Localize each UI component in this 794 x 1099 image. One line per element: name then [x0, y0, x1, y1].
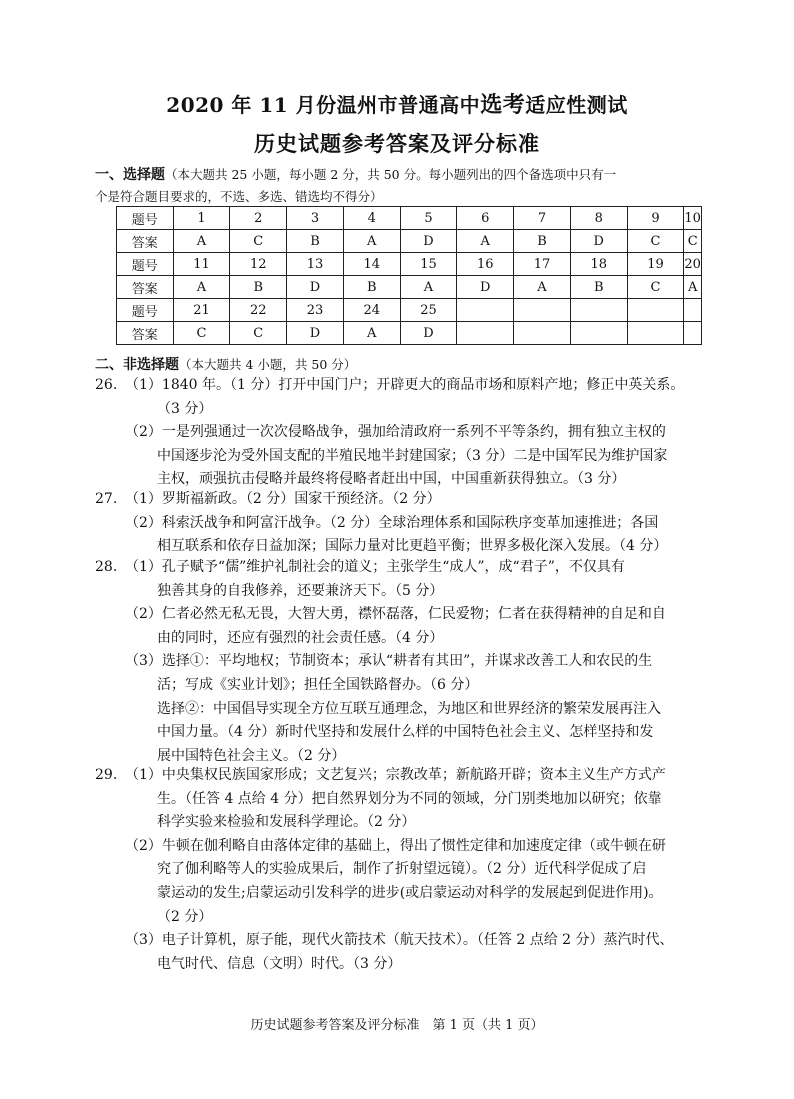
- answer-text: （3）电子计算机，原子能，现代火箭技术（航天技术）。（任答 2 点给 2 分）蒸汽时代、: [125, 932, 674, 949]
- question-number-cell: 6: [457, 207, 514, 230]
- answer-text: 活；写成《实业计划》；担任全国铁路督办。（6 分）: [157, 676, 479, 693]
- question-number-cell: 10: [684, 207, 702, 230]
- section-2-note: （本大题共 4 小题，共 50 分）: [179, 357, 357, 372]
- answer-text: （3）选择①：平均地权；节制资本；承认“耕者有其田”，并谋求改善工人和农民的生: [125, 653, 653, 670]
- answer-cell: D: [570, 230, 627, 253]
- answer-text: 由的同时，还应有强烈的社会责任感。（4 分）: [157, 629, 444, 646]
- answer-cell: [684, 322, 702, 345]
- question-number-cell: 19: [627, 253, 684, 276]
- question-number-cell: [627, 299, 684, 322]
- row-label-cell: 题号: [117, 299, 174, 322]
- answer-text: （3 分）: [157, 400, 213, 417]
- question-number-cell: 15: [400, 253, 457, 276]
- answer-cell: C: [173, 322, 230, 345]
- answer-cell: [570, 322, 627, 345]
- question-number-cell: 20: [684, 253, 702, 276]
- answer-text: 中国力量。（4 分）新时代坚持和发展什么样的中国特色社会主义、怎样坚持和发: [157, 724, 654, 741]
- answer-text: （2）仁者必然无私无畏，大智大勇，襟怀磊落，仁民爱物；仁者在获得精神的自足和自: [125, 606, 666, 623]
- answer-cell: B: [287, 230, 344, 253]
- section-1-label: 一、选择题: [95, 167, 165, 183]
- answer-text: （1）中央集权民族国家形成；文艺复兴；宗教改革；新航路开辟；资本主义生产方式产: [125, 767, 666, 783]
- question-number-cell: 9: [627, 207, 684, 230]
- question-number-cell: 13: [287, 253, 344, 276]
- answer-text: （1）1840 年。（1 分）打开中国门户；开辟更大的商品市场和原料产地；修正中英关系。: [125, 377, 685, 393]
- section-2-heading: [95, 354, 715, 376]
- question-number-cell: 23: [287, 299, 344, 322]
- answer-text: 中国逐步沦为受外国支配的半殖民地半封建国家；（3 分）二是中国军民为维护国家: [157, 447, 668, 464]
- answer-text: 相互联系和依存日益加深；国际力量对比更趋平衡；世界多极化深入发展。（4 分）: [157, 538, 668, 555]
- answer-cell: C: [230, 322, 287, 345]
- multiple-choice-answer-table: [116, 206, 702, 345]
- exam-title-emphasis: 选考: [480, 93, 526, 118]
- answer-text: （2）科索沃战争和阿富汗战争。（2 分）全球治理体系和国际秩序变革加速推进；各国: [125, 514, 659, 531]
- answer-text: （2 分）: [157, 908, 213, 925]
- answer-text: 选择②：中国倡导实现全方位互联互通理念，为地区和世界经济的繁荣发展再注入: [157, 700, 661, 717]
- question-number-cell: 1: [173, 207, 230, 230]
- document-subtitle: 历史试题参考答案及评分标准: [254, 131, 540, 156]
- question-number-cell: 14: [343, 253, 400, 276]
- section-2-label: 二、非选择题: [95, 357, 179, 373]
- answer-cell: [514, 322, 571, 345]
- question-number-cell: [457, 299, 514, 322]
- answer-cell: B: [514, 230, 571, 253]
- question-number: 28.: [95, 559, 118, 575]
- exam-title-suffix: 适应性测试: [525, 93, 628, 117]
- question-number: 27.: [95, 491, 118, 507]
- answer-table-body: [117, 207, 702, 345]
- question-number-cell: 2: [230, 207, 287, 230]
- answer-text: 电气时代、信息（文明）时代。（3 分）: [157, 955, 402, 972]
- answer-cell: B: [570, 276, 627, 299]
- question-number-cell: 16: [457, 253, 514, 276]
- question-number: 26.: [95, 377, 118, 393]
- answer-text: 科学实验来检验和发展科学理论。（2 分）: [157, 814, 416, 831]
- question-number-row: [117, 253, 702, 276]
- answer-cell: [627, 322, 684, 345]
- question-number-cell: 18: [570, 253, 627, 276]
- question-26: [95, 374, 705, 492]
- answer-cell: A: [400, 276, 457, 299]
- question-number-cell: 7: [514, 207, 571, 230]
- question-number-cell: 25: [400, 299, 457, 322]
- exam-title-prefix: 2020 年 11 月份温州市普通高中: [166, 93, 481, 117]
- answer-cell: A: [457, 230, 514, 253]
- answer-cell: D: [457, 276, 514, 299]
- answer-cell: A: [173, 276, 230, 299]
- answer-cell: D: [400, 322, 457, 345]
- row-label-cell: 答案: [117, 276, 174, 299]
- answer-text: 展中国特色社会主义。（2 分）: [157, 747, 346, 764]
- row-label-cell: 答案: [117, 230, 174, 253]
- answer-text: 究了伽利略等人的实验成果后，制作了折射望远镜）。（2 分）近代科学促成了启: [157, 861, 647, 878]
- answer-cell: [457, 322, 514, 345]
- section-1-heading: [95, 164, 715, 208]
- question-number: 29.: [95, 767, 118, 783]
- question-number-cell: 4: [343, 207, 400, 230]
- page-footer: 历史试题参考答案及评分标准 第 1 页（共 1 页）: [250, 1018, 544, 1033]
- answer-text: 蒙运动的发生;启蒙运动引发科学的进步(或启蒙运动对科学的发展起到促进作用)。: [157, 884, 663, 901]
- answer-text: 独善其身的自我修养，还要兼济天下。（5 分）: [157, 582, 444, 599]
- row-label-cell: 题号: [117, 207, 174, 230]
- question-number-cell: 17: [514, 253, 571, 276]
- answer-text: （1）孔子赋予“儒”维护礼制社会的道义；主张学生“成人”，成“君子”，不仅具有: [125, 559, 625, 575]
- answer-cell: A: [343, 230, 400, 253]
- question-number-row: [117, 207, 702, 230]
- answer-row: [117, 276, 702, 299]
- question-number-cell: 22: [230, 299, 287, 322]
- answer-cell: C: [627, 230, 684, 253]
- answer-cell: C: [627, 276, 684, 299]
- question-28: [95, 556, 705, 768]
- answer-cell: C: [684, 230, 702, 253]
- question-number-cell: [684, 299, 702, 322]
- question-number-cell: [514, 299, 571, 322]
- question-27: [95, 488, 705, 559]
- answer-cell: D: [287, 276, 344, 299]
- row-label-cell: 题号: [117, 253, 174, 276]
- answer-cell: B: [343, 276, 400, 299]
- section-1-note-line2: 个是符合题目要求的，不选、多选、错选均不得分）: [95, 189, 383, 204]
- answer-text: 主权，顽强抗击侵略并最终将侵略者赶出中国，中国重新获得独立。（3 分）: [157, 471, 626, 488]
- section-1-note-line1: （本大题共 25 小题，每小题 2 分，共 50 分。每小题列出的四个备选项中只有一: [165, 167, 617, 182]
- answer-text: （2）一是列强通过一次次侵略战争，强加给清政府一系列不平等条约，拥有独立主权的: [125, 424, 666, 441]
- question-number-cell: 8: [570, 207, 627, 230]
- answer-cell: C: [230, 230, 287, 253]
- answer-cell: B: [230, 276, 287, 299]
- answer-cell: D: [400, 230, 457, 253]
- answer-row: [117, 322, 702, 345]
- answer-text: 生。（任答 4 点给 4 分）把自然界划分为不同的领域，分门别类地加以研究；依靠: [157, 790, 662, 807]
- answer-text: （2）牛顿在伽利略自由落体定律的基础上，得出了惯性定律和加速度定律（或牛顿在研: [125, 837, 666, 854]
- exam-title: [0, 88, 794, 119]
- question-number-cell: 21: [173, 299, 230, 322]
- answer-row: [117, 230, 702, 253]
- answer-cell: A: [173, 230, 230, 253]
- question-number-cell: [570, 299, 627, 322]
- question-number-cell: 12: [230, 253, 287, 276]
- question-29: [95, 764, 705, 976]
- question-number-cell: 5: [400, 207, 457, 230]
- answer-cell: A: [684, 276, 702, 299]
- row-label-cell: 答案: [117, 322, 174, 345]
- answer-cell: A: [343, 322, 400, 345]
- question-number-row: [117, 299, 702, 322]
- question-number-cell: 11: [173, 253, 230, 276]
- question-number-cell: 24: [343, 299, 400, 322]
- answer-text: （1）罗斯福新政。（2 分）国家干预经济。（2 分）: [125, 491, 441, 507]
- question-number-cell: 3: [287, 207, 344, 230]
- answer-cell: D: [287, 322, 344, 345]
- answer-cell: A: [514, 276, 571, 299]
